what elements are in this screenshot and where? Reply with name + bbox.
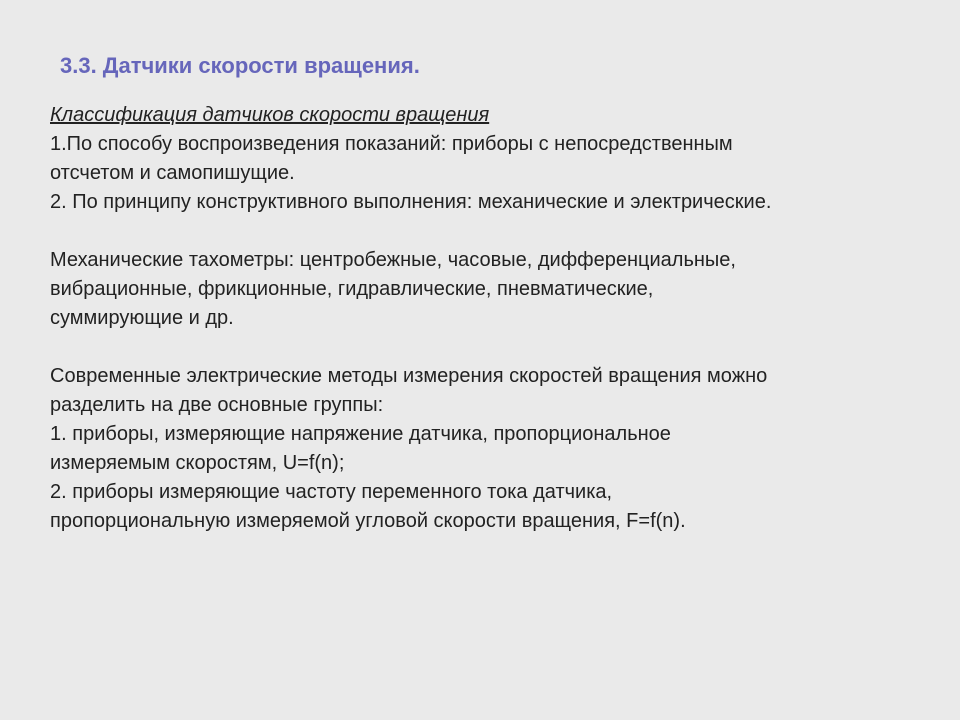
classification-heading: Классификация датчиков скорости вращения xyxy=(50,104,490,126)
text-line: Механические тахометры: центробежные, часовые, дифференциальные, xyxy=(50,249,736,271)
slide-body xyxy=(50,101,930,536)
text-line: пропорциональную измеряемой угловой скорости вращения, F=f(n). xyxy=(50,510,686,532)
text-line: измеряемым скоростям, U=f(n); xyxy=(50,452,345,474)
text-line: 1. приборы, измеряющие напряжение датчика, пропорциональное xyxy=(50,423,671,445)
paragraph-spacer xyxy=(50,217,930,246)
text-line: 2. По принципу конструктивного выполнения: механические и электрические. xyxy=(50,191,772,213)
text-line: разделить на две основные группы: xyxy=(50,394,384,416)
text-line: 1.По способу воспроизведения показаний: приборы с непосредственным xyxy=(50,133,733,155)
text-line: отсчетом и самопишущие. xyxy=(50,162,295,184)
text-line: 2. приборы измеряющие частоту переменного тока датчика, xyxy=(50,481,613,503)
slide-title: 3.3. Датчики скорости вращения. xyxy=(60,53,420,78)
text-line: вибрационные, фрикционные, гидравлические, пневматические, xyxy=(50,278,654,300)
paragraph-spacer xyxy=(50,333,930,362)
text-line: суммирующие и др. xyxy=(50,307,234,329)
text-line: Современные электрические методы измерения скоростей вращения можно xyxy=(50,365,768,387)
